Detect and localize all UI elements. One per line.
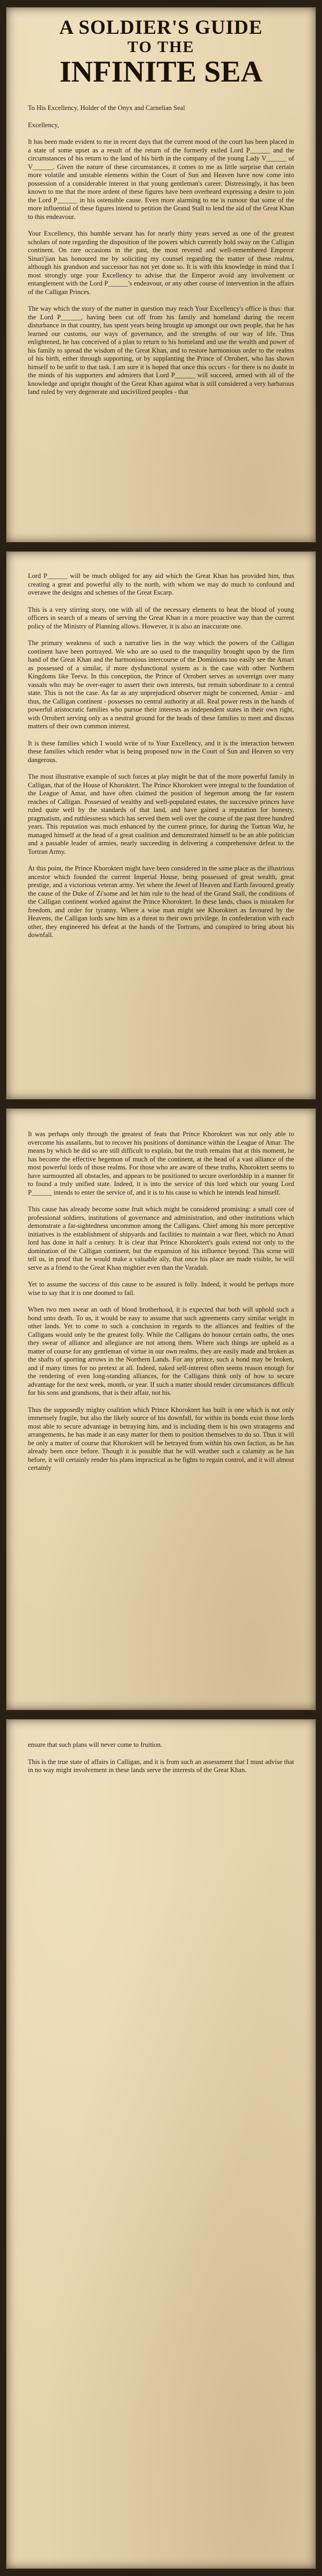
- paragraph: It was perhaps only through the greatest of feats that Prince Khoroktert was not only able to overcome his assailants, but to recover his positions of dominance within the League of Amar. The means by which he did so are still difficult to explain, but the truth remains that at this moment, he has become the effective hegemon of much of the continent, at the head of a vast alliance of the most powerful lords of those realms. For those who are aware of these truths, Khoroktert seems to have surmounted all obstacles, and appears to be positioned to secure overlordship in a manner fit to found a truly unified state. Indeed, it is into the service of this lord which our young Lord P______ intends to enter the service of, and it is to his cause to which he intends lead himself.: [28, 1130, 294, 1196]
- paragraph: The most illustrative example of such forces at play might be that of the more powerful family in Calligan, that of the House of Khoroktert. The Prince Khoroktert were integral to the foundation of the League of Amar, and have often claimed the position of hegemon among the far eastern reaches of Calligan. Possessed of wealthy and well-populated estates, the successive princes have ruled quite well by the standards of that land, and have gained a reputation for honesty, pragmatism, and ruthlessness which has served them well over the course of the past three hundred years. This reputation was much enhanced by the current prince, for during the Tortran War, he managed himself at the head of a great coalition and demonstrated himself to be an able politician and a passable leader of armies, nearly succeeding in delivering a comprehensive defeat to the Tortran Army.: [28, 773, 294, 855]
- paragraph: This is a very stirring story, one with all of the necessary elements to heat the blood of young officers in search of a means of serving the Great Khan in a more proactive way than the current policy of the Ministry of Planning allows. However, it is also an inaccurate one.: [28, 605, 294, 630]
- paragraph: Lord P______ will be much obliged for any aid which the Great Khan has provided him, thus creating a great and powerful ally to the north, with whom we may do much to confound and overawe the designs and schemes of the Great Escarp.: [28, 572, 294, 596]
- paragraph: Thus the supposedly mighty coalition which Prince Khoroktert has built is one which is not only immensely fragile, but also the likely source of his downfall, for within its bonds exist those lords most able to secure advantage in betraying him, and is including them is his own stratagems and arrangements, he has made it an easy matter for them to position themselves to do so. Thus it will be only a matter of course that Khoroktert will be betrayed from within his own faction, as he has already been once before. Though it is possible that he will weather such a calamity as he has before, it will certainly render his plans impractical as he fights to regain control, and it will almost certainly: [28, 1406, 294, 1472]
- paragraph: This cause has already become some fruit which might be considered promising: a small core of professional soldiers, institutions of governance and administration, and other institutions which demonstrate a far-sightedness uncommon among the Calligans. Chief among his more perceptive initiatives is the establishment of shipyards and facilities to maintain a war fleet, which no Amari lord has done in half a century. It is clear that Prince Khoroktert's goals extend not only to the domination of the Calligan continent, but the expansion of his influence beyond. This scene will tell us, in proof that he would make a valuable ally, that once his place are made visible, he will serve as a friend to the Great Khan mightier even than the Varadah.: [28, 1205, 294, 1271]
- paragraph: It has been made evident to me in recent days that the current mood of the court has been placed in a state of some upset as a result of the return of the formerly exiled Lord P______ and the circumstances of his return to the land of his birth in the company of the young Lady V______ of V______. Given the nature of these circumstances, it comes to me as little surprise that certain more volatile and unstable elements within the Court of Sun and Heaven have now come into possession of a considerable interest in that young gentleman's career. Distressingly, it has been known to me that the more ardent of these figures have been overheard expressing a desire to join the Lord P______ in his ostensible cause. Even more alarming to me is rumour that some of the more influential of these figures intend to petition the Grand Stall to lend the aid of the Great Khan to this endeavour.: [28, 138, 294, 221]
- paragraph: Yet to assume the success of this cause to be assured is folly. Indeed, it would be perhaps more wise to say that it is one doomed to fail.: [28, 1280, 294, 1297]
- paragraph: At this point, the Prince Khoroktert might have been considered in the same place as the illustrious ancestor which founded the current Imperial House, being possessed of great wealth, great prestige, and a victorious veteran army. Yet where the Jewel of Heaven and Earth favoured greatly the cause of the Duke of Zi'some and let him rule to the head of the Grand Stall, the conditions of the Calligan continent worked against the Prince Khoroktert. In these lands, chaos is mistaken for freedom, and order for tyranny. Where a wise man might see Khoroktert as favoured by the Heavens, the Calligan lords saw him as a threat to their own privilege. In confederation with each other, they engineered his defeat at the hands of the Tortrans, and conspired to bring about his downfall.: [28, 865, 294, 939]
- paragraph: This is the true state of affairs in Calligan, and it is from such an assessment that I must advise that in no way might involvement in these lands serve the interests of the Great Khan.: [28, 1758, 294, 1774]
- paragraph: ensure that such plans will never come to fruition.: [28, 1741, 163, 1748]
- page-2: [6, 552, 316, 1099]
- page-1: [6, 8, 316, 542]
- paragraph: The primary weakness of such a narrative lies in the way which the powers of the Calligan continent have been portrayed. We who are so used to the tranquility brought upon by the firm hand of the Great Khan and the harmonious intercourse of the Dominions too easily see the Amari as possessed of a similar, if more dysfunctional system as is the case with other Northern Kingdoms like Teeva. In this conception, the Prince of Orrobert serves as sovereign over many vassals who may be over-eager to assert their own interests, but remain subordinate to a central state. This is not the case. As far as any unprejudiced observer might be concerned, Amiar - and thus, the Calligan continent - possesses no central authority at all. Real power rests in the hands of powerful aristocratic families who pursue their interests as independent states in their own right, with Orrobert serving only as a neutral ground for the heads of these families to meet and discuss matters of their own common interest.: [28, 639, 294, 730]
- page-4: [6, 1719, 316, 2568]
- paragraph: It is these families which I would write of to Your Excellency, and it is the interaction between these families which render what is being proposed now in the Court of Sun and Heaven so very dangerous.: [28, 739, 294, 764]
- title-line-2: TO THE: [127, 38, 195, 56]
- title-line-3: INFINITE SEA: [59, 55, 263, 89]
- page-3: [6, 1109, 316, 1710]
- salutation: Excellency,: [28, 121, 59, 129]
- paragraph: Your Excellency, this humble servant has for nearly thirty years served as one of the greatest scholars of note regarding the disposition of the powers which currently hold sway on the Calligan continent. On rare occasions in the past, the most revered and well-remembered Emperor Sinari'jian has honoured me by soliciting my counsel regarding the matter of these realms, although his grandson and successor has not yet done so. It is with this knowledge in mind that I most strongly urge your Excellency to advise that the Emperor avoid any involvement or entanglement with the Lord P______'s endeavour, or any other course of intervention in the affairs of the Calligan Princes.: [28, 230, 294, 296]
- paragraph: The way which the story of the matter in question may reach Your Excellency's office is thus: that the Lord P______, having been cut off from his family and homeland during the recent disturbance in that country, has spent years being brought up amongst our own people, that he has learned our customs, our ways of governance, and the strengths of our way of life. Thus enlightened, he has conceived of a plan to return to his homeland and use the wealth and power of his family to spread the wisdom of the Great Khan, and to restore harmonious order to the realms of his birth, either through supporting, or by supplanting the Prince of Orrobert, who has shown himself to be unfit to that task. I am sure it is hoped that once this occurs - for there is no doubt in the minds of his supporters and admirers that Lord P______ will succeed, armed with all of the knowledge and upright thought of the Great Khan against what is still considered a very barbarous land ruled by very degenerate and uncivilized peoples - that: [28, 305, 294, 396]
- title-line-1: A SOLDIER'S GUIDE: [59, 17, 263, 39]
- paragraph: When two men swear an oath of blood brotherhood, it is expected that both will uphold such a bond unto death. To us, it would be easy to assume that such agreements carry similar weight in other lands. Yet to come to such a conclusion in regards to the alliances and fealties of the Calligans would only be the greatest folly. While the Calligans do honour certain oaths, the ones they swear of alliance and allegiance are not among them. Where such things are upheld as a matter of course for any gentleman of virtue in our own realms, they are easily made and broken as the shafts of sporting arrows in the Northern Lands. For any prince, such a bond may be broken, and if many times for no pretext at all. Indeed, naked self-interest often seems reason enough for the rendering of even long-standing alliances, for the Calligans think only of how to secure advantage for the next week, month, or year. If such a matter should render circumstances difficult for his sons and grandsons, that is their affair, not his.: [28, 1306, 295, 1396]
- address-line: To His Excellency, Holder of the Onyx and Carnelian Seal: [28, 104, 185, 112]
